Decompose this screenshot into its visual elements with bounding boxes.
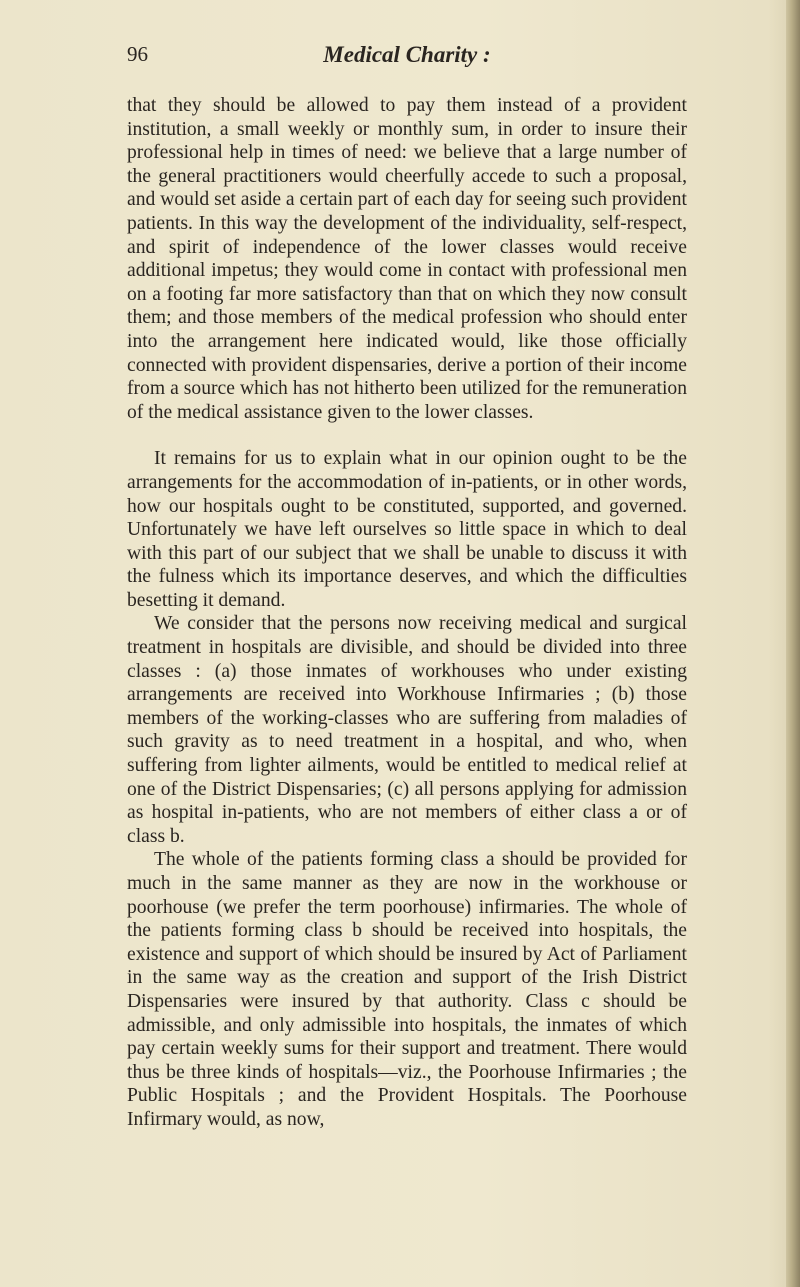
page-number: 96 bbox=[127, 42, 148, 66]
page-edge bbox=[786, 0, 800, 1287]
paragraph-three-classes: We consider that the persons now receiving medical and surgical treatment in hospitals are divisible, and should be divided into three classes : (a) those inmates of workhouses who under existing arrangements are received into Workhouse Infirmaries ; (b) those members of the working-classes who are suffering from maladies of such gravity as to need treatment in a hospital, and who, when suffering from lighter ailments, would be entitled to medical relief at one of the District Dispensaries; (c) all persons applying for admission as hospital in-patients, who are not members of either class a or of class b. bbox=[127, 613, 687, 847]
page-header bbox=[127, 42, 687, 72]
paragraph-class-provisions: The whole of the patients forming class a should be provided for much in the same manner as they are now in the workhouse or poorhouse (we prefer the term poorhouse) infirmaries. The whole of the patients forming class b should be received into hospitals, the existence and support of which should be insured by Act of Parliament in the same way as the creation and support of the Irish District Dispensaries were insured by that authority. Class c should be admissible, and only admissible into hospitals, the inmates of which pay certain weekly sums for their support and treatment. There would thus be three kinds of hospitals—viz., the Poorhouse Infirmaries ; the Public Hospitals ; and the Provident Hospitals. The Poorhouse Infirmary would, as now, bbox=[127, 849, 687, 1130]
paragraph-in-patients: It remains for us to explain what in our opinion ought to be the arrangements for the accommodation of in-patients, or in other words, how our hospitals ought to be constituted, supported, and governed. Unfortunately we have left ourselves so little space in which to deal with this part of our subject that we shall be unable to discuss it with the fulness which its importance deserves, and which the difficulties besetting it demand. bbox=[127, 448, 687, 611]
paragraph-continuation: that they should be allowed to pay them instead of a provident institution, a small weekly or monthly sum, in order to insure their professional help in times of need: we believe that a large number of the general practitioners would cheerfully accede to such a proposal, and would set aside a certain part of each day for seeing such provident patients. In this way the development of the individuality, self-respect, and spirit of independence of the lower classes would receive additional impetus; they would come in contact with professional men on a footing far more satisfactory than that on which they now consult them; and those members of the medical profession who should enter into the arrangement here indicated would, like those officially connected with provident dispensaries, derive a portion of their income from a source which has not hitherto been utilized for the remuneration of the medical assistance given to the lower classes. bbox=[127, 95, 687, 423]
body-text bbox=[127, 94, 687, 1132]
running-title: Medical Charity : bbox=[323, 42, 491, 67]
